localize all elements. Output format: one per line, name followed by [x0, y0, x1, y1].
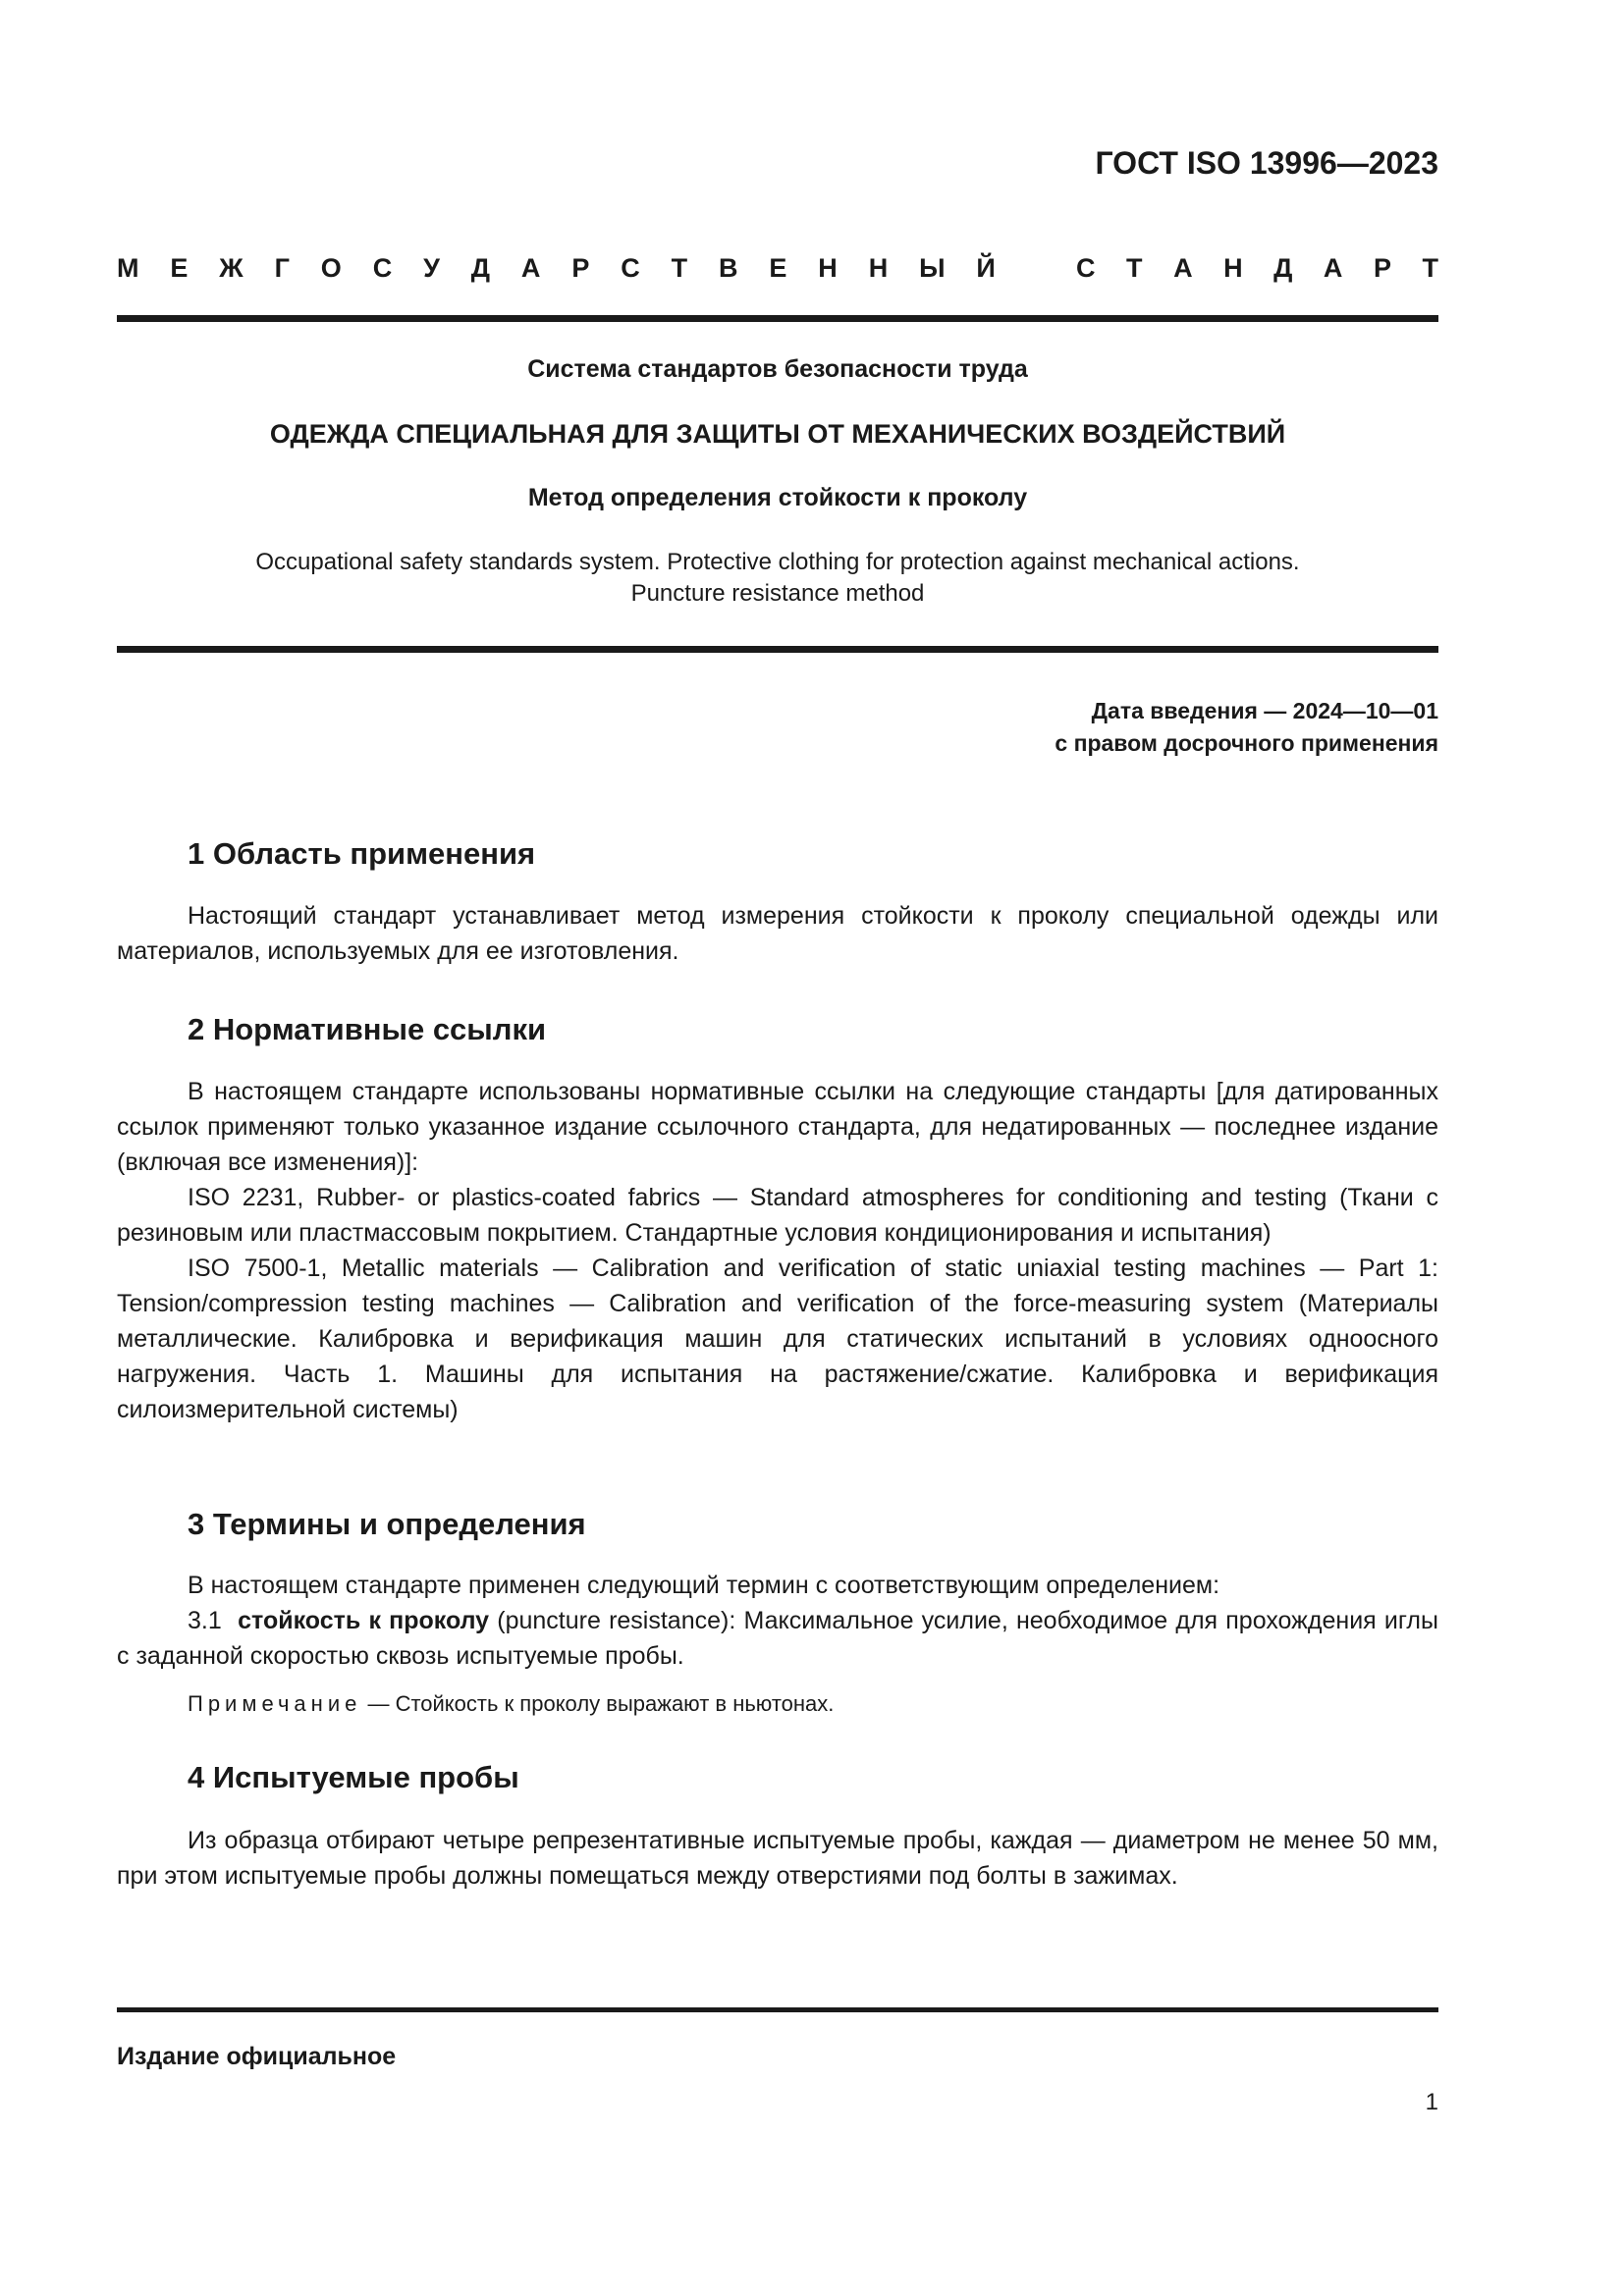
section-1-heading: 1 Область применения	[188, 836, 536, 871]
section-4-text: Из образца отбирают четыре репрезентативные испытуемые пробы, каждая — диаметром не менее 50 мм, при этом испытуемые пробы должны помещаться между отверстиями под болты в зажимах.	[117, 1827, 1438, 1890]
section-3-heading: 3 Термины и определения	[188, 1507, 586, 1541]
section-2-heading: 2 Нормативные ссылки	[188, 1012, 547, 1046]
section-1-text: Настоящий стандарт устанавливает метод измерения стойкости к проколу специальной одежды или материалов, используемых для ее изготовления.	[117, 902, 1438, 965]
header-rule-top	[117, 315, 1438, 322]
section-2-text: В настоящем стандарте использованы нормативные ссылки на следующие стандарты [для датированных ссылок применяют только указанное издание ссылочного стандарта, для недатированных — последнее издание (включая все изменения)]: ISO 2231, Rubber- or plastics-coated fabrics — Standard atmospheres for conditioning and testing (Ткани с резиновым или пластмассовым покрытием. Стандартные условия кондиционирования и испытания) ISO 7500-1, Metallic materials — Calibration and verification of static uniaxial testing machines — Part 1: Tension/compression testing machines — Calibration and verification of the force-measuring system (Материалы металлические. Калибровка и верификация машин для статических испытаний в условиях одноосного нагружения. Часть 1. Машины для испытания на растяжение/сжатие. Калибровка и верификация силоизмерительной системы)	[117, 1078, 1438, 1423]
note: Примечание — Стойкость к проколу выражают в ньютонах.	[188, 1691, 835, 1716]
term-definition: 3.1 стойкость к проколу (puncture resistance): Максимальное усилие, необходимое для прохождения иглы с заданной скоростью сквозь испытуемые пробы.	[117, 1607, 1438, 1670]
header-rule-bottom	[117, 646, 1438, 653]
document-id: ГОСТ ISO 13996—2023	[1095, 145, 1438, 181]
main-title: ОДЕЖДА СПЕЦИАЛЬНАЯ ДЛЯ ЗАЩИТЫ ОТ МЕХАНИЧЕСКИХ ВОЗДЕЙСТВИЙ	[269, 419, 1286, 449]
interstate-word: М Е Ж Г О С У Д А Р С Т В Е Н Н Ы Й	[117, 253, 996, 283]
note-label: Примечание	[188, 1691, 362, 1716]
footer-rule	[117, 2007, 1438, 2012]
document-page	[117, 0, 1438, 2296]
interstate-standard-header	[117, 253, 1438, 289]
english-title: Occupational safety standards system. Protective clothing for protection against mechanical actions. Puncture resistance method	[255, 549, 1300, 607]
system-title: Система стандартов безопасности труда	[527, 355, 1028, 383]
term: стойкость к проколу	[238, 1607, 490, 1634]
method-title: Метод определения стойкости к проколу	[527, 484, 1028, 511]
page-number: 1	[1425, 2089, 1438, 2115]
official-edition: Издание официальное	[117, 2043, 397, 2070]
introduction-date: Дата введения — 2024—10—01 с правом досрочного применения	[1055, 698, 1438, 756]
section-3-text: В настоящем стандарте применен следующий термин с соответствующим определением: 3.1 стойкость к проколу (puncture resistance): Максимальное усилие, необходимое для прохождения иглы с заданной скоростью сквозь испытуемые пробы.	[117, 1568, 1438, 1674]
standard-word: С Т А Н Д А Р Т	[1076, 253, 1438, 283]
section-4-heading: 4 Испытуемые пробы	[188, 1760, 519, 1794]
